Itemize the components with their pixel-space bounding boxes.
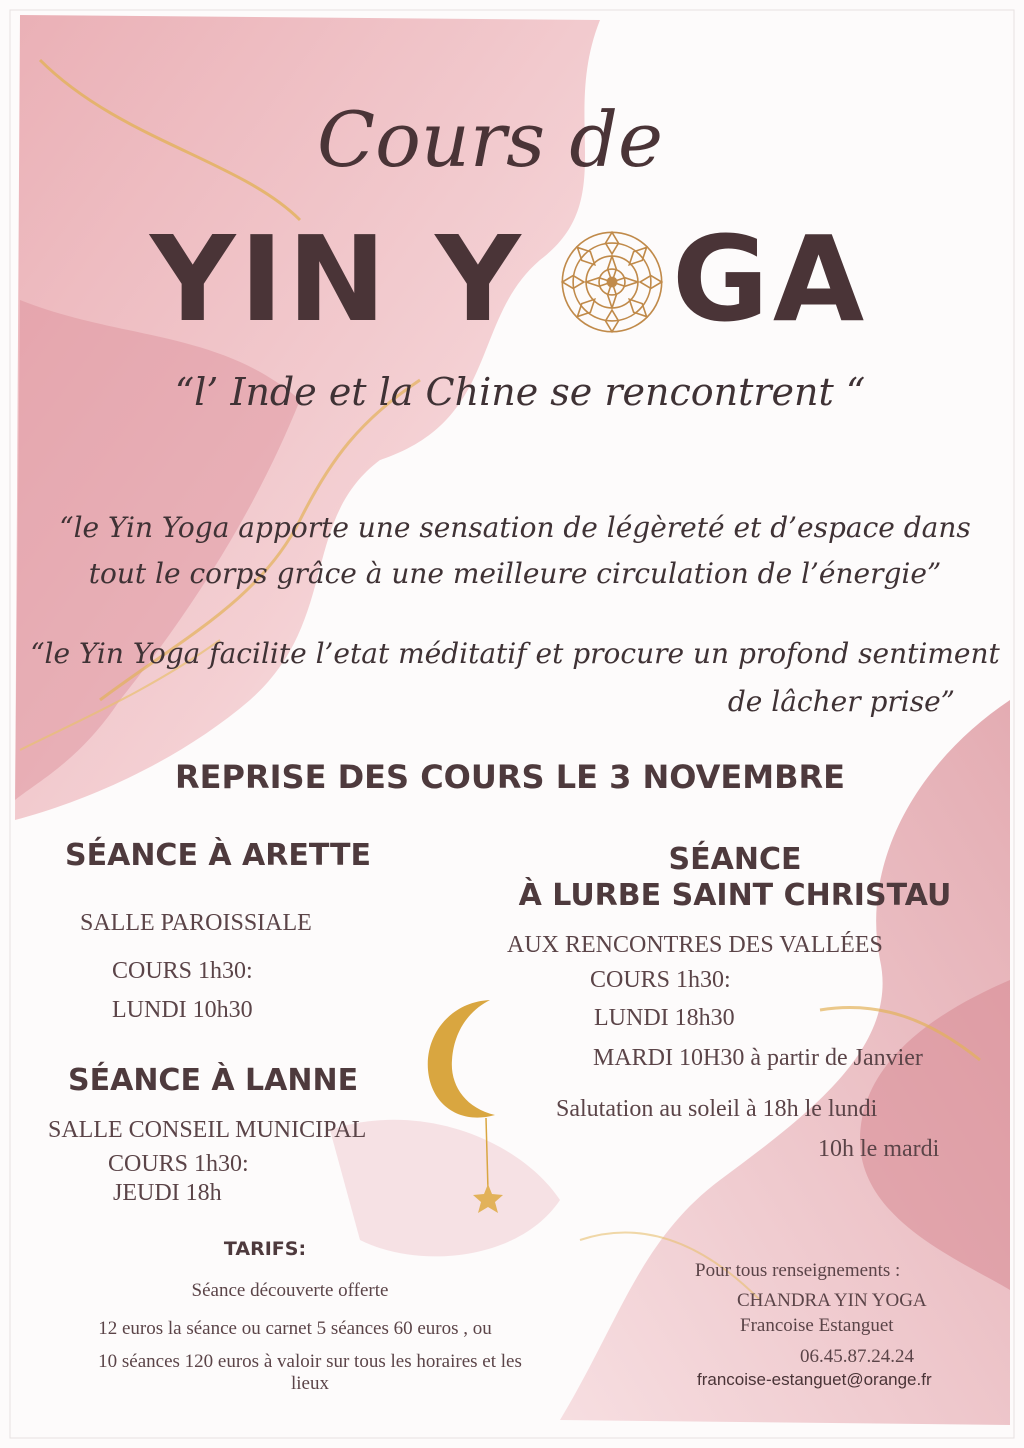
arette-cours: COURS 1h30:: [112, 958, 253, 984]
contact-name-2: Francoise Estanguet: [740, 1315, 894, 1336]
tarifs-line-4: lieux: [291, 1373, 329, 1394]
contact-email[interactable]: francoise-estanguet@orange.fr: [697, 1370, 932, 1389]
lurbe-cours: COURS 1h30:: [590, 967, 731, 993]
lurbe-title-line-1: SÉANCE: [668, 842, 802, 877]
contact-intro: Pour tous renseignements :: [695, 1260, 901, 1281]
quote-2: [30, 630, 1000, 726]
lurbe-title: [470, 842, 1000, 914]
lanne-title: SÉANCE À LANNE: [68, 1063, 359, 1098]
lanne-place: SALLE CONSEIL MUNICIPAL: [48, 1117, 367, 1143]
lanne-day: JEUDI 18h: [113, 1180, 222, 1206]
tarifs-line-1: Séance découverte offerte: [191, 1280, 389, 1301]
lurbe-place: AUX RENCONTRES DES VALLÉES: [507, 932, 883, 958]
contact-phone: 06.45.87.24.24: [800, 1346, 914, 1367]
arette-title: SÉANCE À ARETTE: [65, 838, 371, 873]
tarifs-line-3: 10 séances 120 euros à valoir sur tous les horaires et les: [98, 1351, 522, 1372]
main-title: [150, 210, 880, 348]
quote-2-line-2: de lâcher prise”: [727, 685, 955, 718]
main-title-part2: GA: [672, 210, 869, 348]
crescent-moon-icon: [420, 990, 520, 1230]
quote-2-line-1: “le Yin Yoga facilite l’etat méditatif et procure un profond sentiment: [30, 637, 1000, 670]
lurbe-title-line-2: À LURBE SAINT CHRISTAU: [518, 878, 952, 913]
lurbe-salutation-1: Salutation au soleil à 18h le lundi: [556, 1096, 878, 1122]
lanne-cours: COURS 1h30:: [108, 1151, 249, 1177]
lurbe-day-1: LUNDI 18h30: [594, 1005, 735, 1031]
quote-1-line-2: tout le corps grâce à une meilleure circulation de l’énergie”: [88, 557, 942, 590]
tarifs-title: TARIFS:: [223, 1238, 307, 1260]
title-line1: Cours de: [317, 95, 663, 184]
quote-1-line-1: “le Yin Yoga apporte une sensation de légèreté et d’espace dans: [59, 511, 971, 544]
main-title-part1: YIN Y: [150, 210, 525, 348]
mandala-icon: [558, 228, 666, 336]
lurbe-day-2: MARDI 10H30 à partir de Janvier: [593, 1045, 923, 1071]
contact-name-1: CHANDRA YIN YOGA: [737, 1290, 927, 1311]
tarifs-line-2: 12 euros la séance ou carnet 5 séances 60 euros , ou: [98, 1318, 492, 1339]
quote-1: [30, 505, 1000, 597]
reprise-heading: REPRISE DES COURS LE 3 NOVEMBRE: [175, 758, 845, 796]
lurbe-salutation-2: 10h le mardi: [818, 1136, 940, 1162]
subtitle: “l’ Inde et la Chine se rencontrent “: [174, 370, 866, 414]
arette-place: SALLE PAROISSIALE: [80, 910, 312, 936]
arette-day: LUNDI 10h30: [112, 997, 253, 1023]
